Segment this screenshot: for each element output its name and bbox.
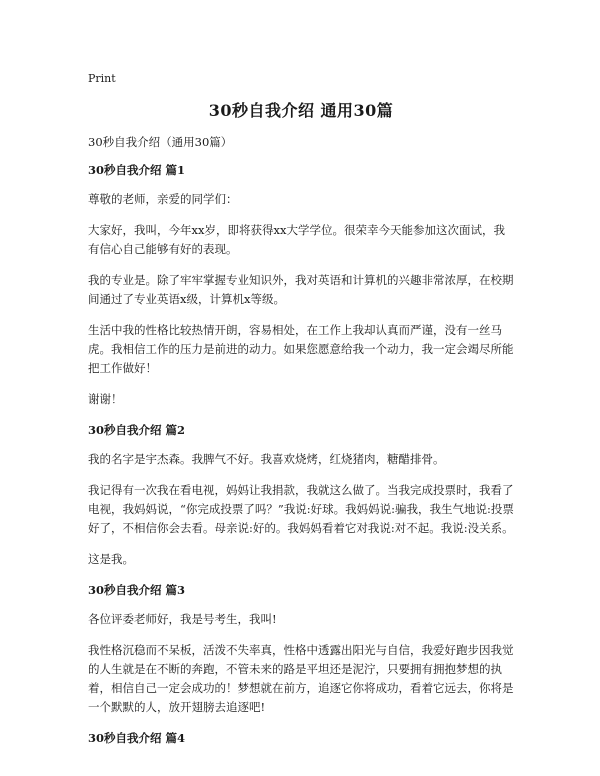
paragraph: 谢谢！ bbox=[88, 392, 123, 406]
section-heading-2: 30秒自我介绍 篇2 bbox=[88, 423, 186, 437]
document-title: 30秒自我介绍 通用30篇 bbox=[208, 101, 394, 120]
document-subtitle: 30秒自我介绍（通用30篇） bbox=[88, 135, 233, 149]
paragraph: 我性格沉稳而不呆板，活泼不失率真，性格中透露出阳光与自信，我爱好跑步因我觉的人生就是在不断的奔跑，不管未来的路是平坦还是泥泞，只要拥有拥抱梦想的执着，相信自己一定会成功的！梦想就在前方，追逐它你将成功，看着它远去，你将是一个默默的人，放开翅膀去追逐吧! bbox=[88, 643, 514, 714]
paragraph: 生活中我的性格比较热情开朗，容易相处，在工作上我却认真而严谨，没有一丝马虎。我相信工作的压力是前进的动力。如果您愿意给我一个动力，我一定会竭尽所能把工作做好！ bbox=[88, 323, 514, 375]
paragraph: 大家好，我叫，今年xx岁，即将获得xx大学学位。很荣幸今天能参加这次面试，我有信心自己能够有好的表现。 bbox=[88, 223, 505, 256]
paragraph: 这是我。 bbox=[88, 552, 134, 566]
print-link[interactable]: Print bbox=[88, 72, 116, 85]
document-body bbox=[88, 133, 514, 758]
paragraph: 我的名字是宇杰森。我脾气不好。我喜欢烧烤，红烧猪肉，糖醋排骨。 bbox=[88, 452, 445, 466]
section-heading-3: 30秒自我介绍 篇3 bbox=[88, 583, 186, 597]
section-heading-1: 30秒自我介绍 篇1 bbox=[88, 163, 186, 177]
paragraph: 尊敬的老师，亲爱的同学们： bbox=[88, 192, 238, 206]
paragraph: 我记得有一次我在看电视，妈妈让我捐款，我就这么做了。当我完成投票时，我看了电视，我妈妈说，“你完成投票了吗？”我说:好球。我妈妈说:骗我，我生气地说:投票好了，不相信你会去看。母亲说:好的。我妈妈看着它对我说:对不起。我说:没关系。 bbox=[88, 483, 514, 535]
paragraph: 我的专业是。除了牢牢掌握专业知识外，我对英语和计算机的兴趣非常浓厚，在校期间通过了专业英语x级，计算机x等级。 bbox=[88, 273, 514, 306]
section-heading-4: 30秒自我介绍 篇4 bbox=[88, 731, 186, 745]
paragraph: 各位评委老师好，我是号考生，我叫! bbox=[88, 612, 277, 626]
